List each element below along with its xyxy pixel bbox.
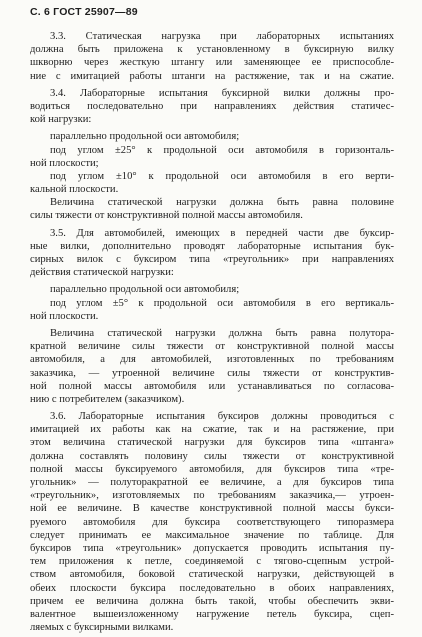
text-line: под углом ±5° к продольной оси автомобиля в его вертикаль- — [50, 297, 394, 309]
text-line: «треугольник», изготовляемых по требованиям заказчика,— утроен- — [30, 490, 394, 502]
text-line: руемого автомобиля для буксира соответствующего типоразмера — [30, 516, 394, 528]
text-line: под углом ±25° к продольной оси автомобиля в горизонталь- — [50, 144, 394, 156]
body-text — [30, 30, 394, 634]
text-line: причем ее величина должна быть такой, чтобы обеспечить экви- — [30, 595, 394, 607]
text-line: параллельно продольной оси автомобиля; — [50, 131, 240, 143]
text-line: ством автомобиля, боковой статической нагрузки, действующей в — [30, 569, 394, 581]
text-line: обеих плоскости буксира последовательно в обоих направлениях, — [30, 582, 394, 594]
text-line: сирных вилок с буксиром типа «треугольник» при направлениях — [30, 254, 394, 265]
text-line: следует принимать ее максимальное значение по таблице. Для — [30, 529, 394, 541]
text-line: этом величина статической нагрузки для буксиров типа «штанга» — [30, 437, 394, 449]
text-line: автомобиля, а для автомобилей, изготовленных по требованиям — [30, 354, 394, 366]
text-line: ляемых с буксирными вилками. — [30, 622, 174, 634]
text-line: имитацией их работы как на сжатие, так и на растяжение, при — [30, 424, 394, 436]
text-line: кратной величине силы тяжести от конструктивной полной массы — [30, 341, 394, 353]
text-line: угольник» — полуторакратной ее величине, а для буксиров типа — [30, 477, 394, 488]
page-header: С. 6 ГОСТ 25907—89 — [30, 6, 138, 18]
text-line: 3.4. Лабораторные испытания буксирной вилки должны про- — [50, 87, 394, 99]
text-line: ной ее величине. В качестве конструктивной полной массы букси- — [30, 503, 394, 515]
text-line: должна составлять половину силы тяжести от конструктивной — [30, 450, 394, 462]
text-line: под углом ±10° к продольной оси автомобиля в его верти- — [50, 170, 394, 182]
text-line: шкворню через жесткую штангу или заменяющее ее приспособле- — [30, 57, 394, 69]
text-line: 3.5. Для автомобилей, имеющих в передней части две буксир- — [50, 227, 394, 239]
text-line: валентное вышеизложенному нагружение петель буксира, сцеп- — [30, 608, 394, 620]
text-line: кой нагрузки: — [30, 114, 92, 126]
text-line: тем приложения к петле, соединяемой с тягово-сцепным устрой- — [30, 556, 394, 568]
text-line: ной плоскости. — [30, 310, 99, 322]
text-line: кальной плоскости. — [30, 184, 119, 196]
text-line: полной массы буксируемого автомобиля, для буксиров типа «тре- — [30, 463, 394, 475]
text-line: Величина статической нагрузки должна быть равна полутора- — [50, 327, 394, 339]
text-line: водиться последовательно при направлениях действия статичес- — [30, 100, 394, 112]
text-line: 3.3. Статическая нагрузка при лабораторных испытаниях — [50, 31, 394, 42]
text-line: силы тяжести от конструктивной полной массы автомобиля. — [30, 210, 303, 222]
text-line: нию с потребителем (заказчиком). — [30, 393, 185, 405]
text-line: заказчика, — утроенной величине силы тяжести от конструктив- — [30, 367, 394, 379]
text-line: буксиров типа «треугольник» допускается проводить испытания пу- — [30, 542, 394, 554]
text-line: действия статической нагрузки: — [30, 267, 174, 279]
text-line: Величина статической нагрузки должна быть равна половине — [50, 197, 394, 209]
text-line: ной плоскости; — [30, 157, 99, 169]
text-line: ной полной массы автомобиля или устанавливаться по согласова- — [30, 380, 394, 392]
text-line: параллельно продольной оси автомобиля; — [50, 284, 240, 296]
text-line: ные вилки, дополнительно проводят лабораторные испытания бук- — [30, 240, 394, 252]
text-line: ние с имитацией работы штанги на растяжение, так и на сжатие. — [30, 70, 394, 82]
text-line: должна быть приложена к установленному в буксирную вилку — [30, 44, 394, 56]
text-line: 3.6. Лабораторные испытания буксиров должны проводиться с — [50, 411, 394, 423]
